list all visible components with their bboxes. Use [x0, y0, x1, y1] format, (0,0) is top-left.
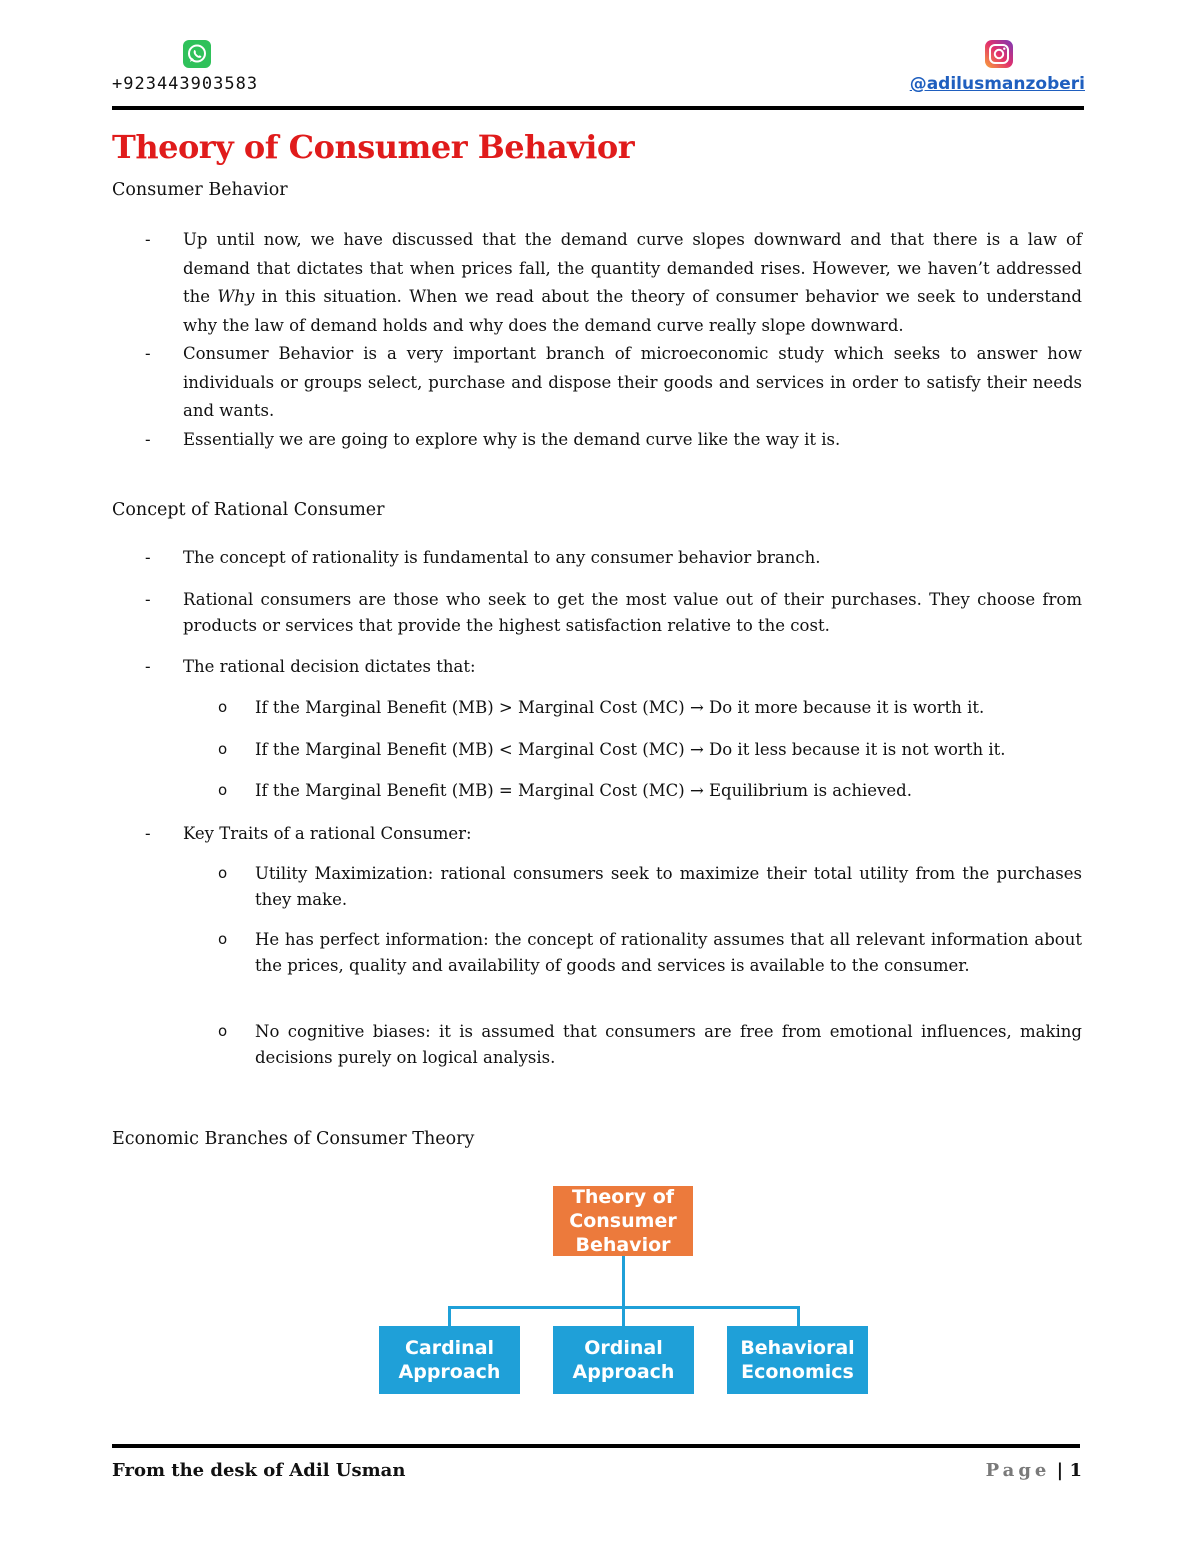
decision-rule-text: If the Marginal Benefit (MB) < Marginal Cost (MC) → Do it less because it is not worth it. [255, 740, 1006, 759]
bullet-text: Rational consumers are those who seek to get the most value out of their purchases. They choose from products or services that provide the highest satisfaction relative to the cost. [183, 590, 1082, 635]
bullet-text: Key Traits of a rational Consumer: [183, 824, 472, 843]
page-title: Theory of Consumer Behavior [112, 128, 635, 166]
trait-item [218, 1019, 1082, 1070]
bullet-text: The rational decision dictates that: [183, 657, 476, 676]
diagram-child-behavioral: Behavioral Economics [727, 1326, 868, 1394]
circle-bullet-icon: o [218, 740, 228, 758]
dash-bullet-icon: - [145, 429, 151, 449]
decision-rule-item [218, 778, 1082, 804]
dash-bullet-icon: - [145, 590, 151, 609]
circle-bullet-icon: o [218, 698, 228, 716]
section-heading-rational-consumer: Concept of Rational Consumer [112, 500, 385, 520]
footer-attribution: From the desk of Adil Usman [112, 1460, 406, 1481]
rational-consumer-list-b [145, 587, 1082, 638]
diagram-connector [622, 1306, 625, 1326]
bullet-text: Consumer Behavior is a very important branch of microeconomic study which seeks to answer how individuals or groups select, purchase and dispose their goods and services in order to satisfy their needs and wants. [183, 344, 1082, 420]
bullet-text: The concept of rationality is fundamental to any consumer behavior branch. [183, 548, 821, 567]
consumer-behavior-list [145, 226, 1082, 454]
dash-bullet-icon: - [145, 548, 151, 567]
section-heading-economic-branches: Economic Branches of Consumer Theory [112, 1129, 475, 1149]
diagram-connector [448, 1306, 451, 1326]
circle-bullet-icon: o [218, 930, 228, 948]
dash-bullet-icon: - [145, 230, 151, 249]
trait-text: No cognitive biases: it is assumed that consumers are free from emotional influences, making decisions purely on logical analysis. [255, 1022, 1082, 1067]
list-item [145, 340, 1082, 426]
trait-item [218, 927, 1082, 978]
decision-rule-text: If the Marginal Benefit (MB) > Marginal Cost (MC) → Do it more because it is worth it. [255, 698, 985, 717]
header-divider [112, 106, 1084, 110]
page-label: Page [985, 1460, 1051, 1481]
trait-item [218, 861, 1082, 912]
bullet-text-pre: Up until now, we have discussed that the demand curve slopes downward and that there is a law of demand that dictates that when prices fall, the quantity demanded rises. However, we haven’t addressed the [183, 230, 1082, 306]
diagram-connector [797, 1306, 800, 1326]
instagram-icon [985, 40, 1013, 68]
key-traits-list [145, 820, 1082, 849]
page-separator: | [1050, 1460, 1070, 1481]
trait-text: He has perfect information: the concept of rationality assumes that all relevant information about the prices, quality and availability of goods and services is available to the consumer. [255, 930, 1082, 975]
circle-bullet-icon: o [218, 1022, 228, 1040]
bullet-text: Essentially we are going to explore why is the demand curve like the way it is. [183, 429, 841, 449]
diagram-connector [622, 1256, 625, 1308]
decision-rule-item [218, 737, 1082, 763]
dash-bullet-icon: - [145, 824, 151, 843]
instagram-handle-link[interactable]: @adilusmanzoberi [909, 74, 1085, 94]
page-indicator [986, 1460, 1082, 1481]
bullet-text-post: in this situation. When we read about the theory of consumer behavior we seek to understand why the law of demand holds and why does the demand curve really slope downward. [183, 287, 1082, 335]
diagram-root-node: Theory of Consumer Behavior [553, 1186, 693, 1256]
dash-bullet-icon: - [145, 344, 151, 363]
list-item [145, 653, 1082, 682]
list-item [145, 587, 1082, 638]
trait-text: Utility Maximization: rational consumers seek to maximize their total utility from the purchases they make. [255, 864, 1082, 909]
footer-divider [112, 1444, 1080, 1448]
page-number: 1 [1069, 1460, 1082, 1481]
list-item [145, 544, 1082, 573]
dash-bullet-icon: - [145, 657, 151, 676]
section-heading-consumer-behavior: Consumer Behavior [112, 180, 288, 200]
circle-bullet-icon: o [218, 864, 228, 882]
list-item [145, 426, 1082, 455]
rational-consumer-list-a [145, 544, 1082, 573]
diagram-child-cardinal: Cardinal Approach [379, 1326, 520, 1394]
list-item [145, 226, 1082, 340]
rational-consumer-list-c [145, 653, 1082, 682]
list-item [145, 820, 1082, 849]
bullet-text-emphasis: Why [217, 287, 255, 306]
phone-number: +923443903583 [112, 74, 259, 94]
whatsapp-icon [183, 40, 211, 68]
diagram-child-ordinal: Ordinal Approach [553, 1326, 694, 1394]
decision-rule-item [218, 695, 1082, 721]
circle-bullet-icon: o [218, 781, 228, 799]
decision-rule-text: If the Marginal Benefit (MB) = Marginal Cost (MC) → Equilibrium is achieved. [255, 781, 912, 800]
